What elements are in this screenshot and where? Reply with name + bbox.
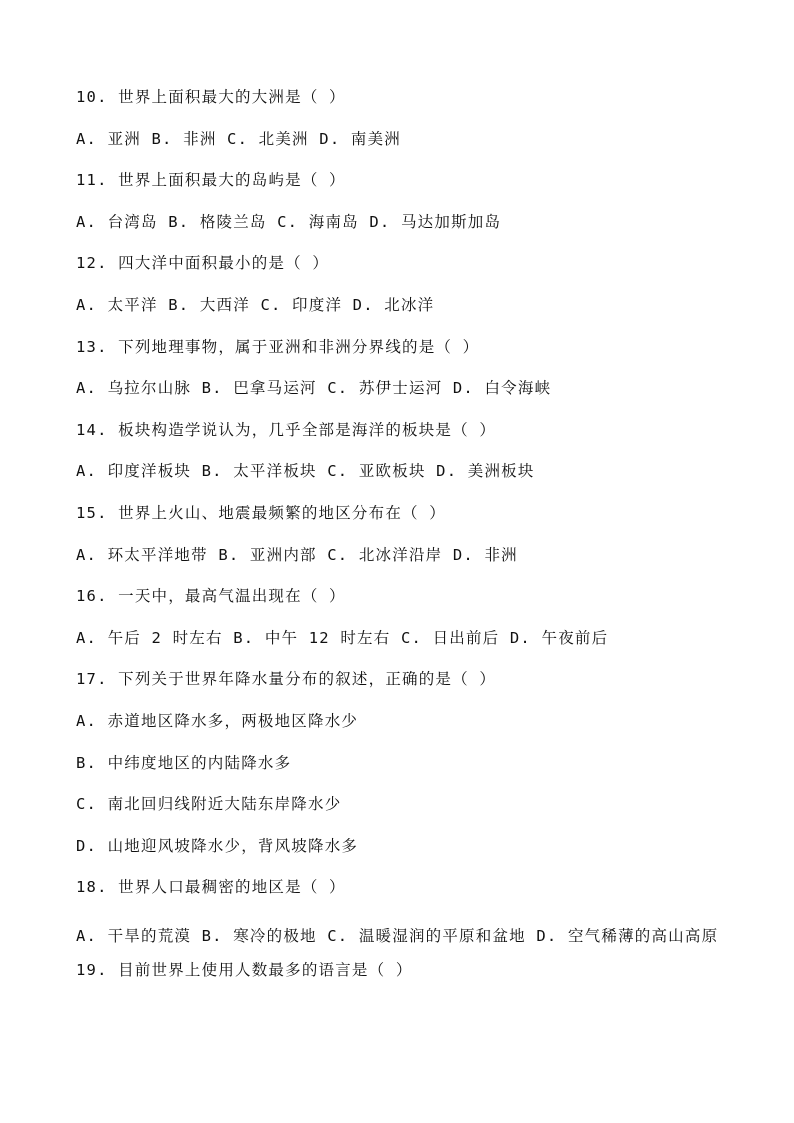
options-11: A. 台湾岛 B. 格陵兰岛 C. 海南岛 D. 马达加斯加岛 [76,212,502,231]
options-15: A. 环太平洋地带 B. 亚洲内部 C. 北冰洋沿岸 D. 非洲 [76,545,518,564]
options-10: A. 亚洲 B. 非洲 C. 北美洲 D. 南美洲 [76,129,401,148]
option-17-c: C. 南北回归线附近大陆东岸降水少 [76,795,342,814]
question-15: 15. 世界上火山、地震最频繁的地区分布在（ ） [76,503,446,522]
option-17-b: B. 中纬度地区的内陆降水多 [76,753,292,772]
question-11: 11. 世界上面积最大的岛屿是（ ） [76,171,346,190]
option-17-d: D. 山地迎风坡降水少，背风坡降水多 [76,836,359,855]
question-19: 19. 目前世界上使用人数最多的语言是（ ） [76,961,413,980]
question-18: 18. 世界人口最稠密的地区是（ ） [76,878,346,897]
question-10: 10. 世界上面积最大的大洲是（ ） [76,88,346,106]
options-14: A. 印度洋板块 B. 太平洋板块 C. 亚欧板块 D. 美洲板块 [76,462,535,481]
question-14: 14. 板块构造学说认为，几乎全部是海洋的板块是（ ） [76,420,497,439]
options-18: A. 干旱的荒漠 B. 寒冷的极地 C. 温暖湿润的平原和盆地 D. 空气稀薄的高山高原 [76,926,719,945]
question-document [76,84,736,999]
question-17: 17. 下列关于世界年降水量分布的叙述，正确的是（ ） [76,670,497,689]
options-16: A. 午后 2 时左右 B. 中午 12 时左右 C. 日出前后 D. 午夜前后 [76,628,609,647]
options-12: A. 太平洋 B. 大西洋 C. 印度洋 D. 北冰洋 [76,295,435,314]
options-13: A. 乌拉尔山脉 B. 巴拿马运河 C. 苏伊士运河 D. 白令海峡 [76,379,552,398]
question-13: 13. 下列地理事物，属于亚洲和非洲分界线的是（ ） [76,337,480,356]
option-17-a: A. 赤道地区降水多，两极地区降水少 [76,711,359,730]
question-16: 16. 一天中，最高气温出现在（ ） [76,587,346,606]
question-12: 12. 四大洋中面积最小的是（ ） [76,254,330,273]
